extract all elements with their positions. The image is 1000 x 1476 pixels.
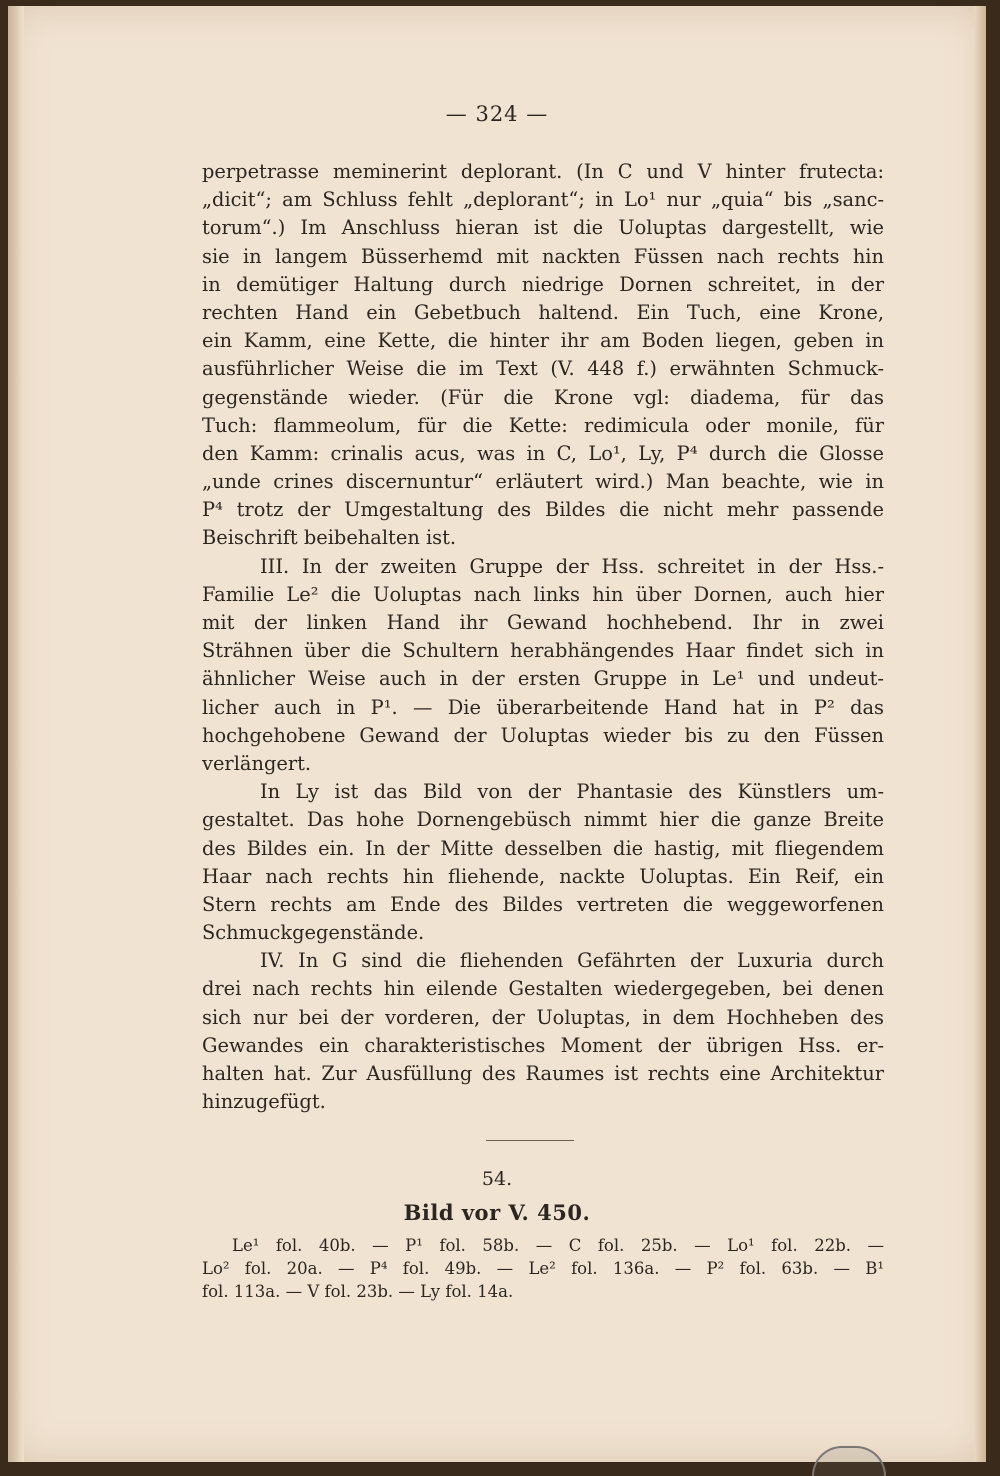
text-line: P⁴ trotz der Umgestaltung des Bildes die nicht mehr passende — [202, 498, 884, 522]
text-line: den Kamm: crinalis acus, was in C, Lo¹, Ly, P⁴ durch die Glosse — [202, 441, 884, 465]
text-line: In Ly ist das Bild von der Phantasie des Künstlers um- — [260, 780, 884, 804]
text-line: hochgehobene Gewand der Uoluptas wieder bis zu den Füssen — [202, 723, 884, 747]
text-line: sie in langem Büsserhemd mit nackten Füssen nach rechts hin — [202, 244, 884, 268]
text-line: IV. In G sind die fliehenden Gefährten der Luxuria durch — [260, 949, 884, 973]
text-line: drei nach rechts hin eilende Gestalten wiedergegeben, bei denen — [202, 977, 884, 1001]
text-line: torum“.) Im Anschluss hieran ist die Uoluptas dargestellt, wie — [202, 216, 884, 240]
folio-references — [202, 1234, 884, 1303]
text-line: in demütiger Haltung durch niedrige Dornen schreitet, in der — [202, 272, 884, 296]
text-line: sich nur bei der vorderen, der Uoluptas, in dem Hochheben des — [202, 1005, 884, 1029]
text-line: ausführlicher Weise die im Text (V. 448 f.) erwähnten Schmuck- — [202, 357, 884, 381]
text-line: „unde crines discernuntur“ erläutert wird.) Man beachte, wie in — [202, 470, 884, 494]
text-line: gestaltet. Das hohe Dornengebüsch nimmt hier die ganze Breite — [202, 808, 884, 832]
text-line: Stern rechts am Ende des Bildes vertreten die weggeworfenen — [202, 892, 884, 916]
text-line: ähnlicher Weise auch in der ersten Gruppe in Le¹ und undeut- — [202, 667, 884, 691]
page-gutter — [8, 6, 24, 1462]
text-line: Beischrift beibehalten ist. — [202, 526, 457, 550]
text-line: hinzugefügt. — [202, 1090, 326, 1114]
section-divider — [486, 1140, 574, 1141]
text-line: Familie Le² die Uoluptas nach links hin über Dornen, auch hier — [202, 582, 884, 606]
reference-line: Le¹ fol. 40b. — P¹ fol. 58b. — C fol. 25b. — Lo¹ fol. 22b. — — [232, 1236, 884, 1255]
paper-clip-shadow — [812, 1446, 886, 1476]
text-line: ein Kamm, eine Kette, die hinter ihr am Boden liegen, geben in — [202, 329, 884, 353]
text-line: rechten Hand ein Gebetbuch haltend. Ein Tuch, eine Krone, — [202, 300, 884, 324]
text-line: Tuch: flammeolum, für die Kette: redimicula oder monile, für — [202, 413, 884, 437]
text-line: perpetrasse meminerint deplorant. (In C und V hinter frutecta: — [202, 160, 884, 183]
text-line: mit der linken Hand ihr Gewand hochhebend. Ihr in zwei — [202, 611, 884, 634]
section-title: Bild vor V. 450. — [403, 1200, 591, 1225]
reference-line: fol. 113a. — V fol. 23b. — Ly fol. 14a. — [202, 1282, 514, 1301]
text-line: Schmuckgegenstände. — [202, 921, 425, 945]
book-page — [8, 6, 986, 1462]
section-number: 54. — [481, 1168, 513, 1190]
text-line: halten hat. Zur Ausfüllung des Raumes ist rechts eine Architektur — [202, 1062, 884, 1085]
text-line: licher auch in P¹. — Die überarbeitende Hand hat in P² das — [202, 695, 884, 719]
body-text — [202, 158, 884, 1116]
text-line: Strähnen über die Schultern herabhängendes Haar findet sich in — [202, 639, 884, 663]
text-line: des Bildes ein. In der Mitte desselben die hastig, mit fliegendem — [202, 836, 884, 860]
reference-line: Lo² fol. 20a. — P⁴ fol. 49b. — Le² fol. 136a. — P² fol. 63b. — B¹ — [202, 1259, 884, 1278]
text-line: Haar nach rechts hin fliehende, nackte Uoluptas. Ein Reif, ein — [202, 864, 884, 888]
text-line: III. In der zweiten Gruppe der Hss. schreitet in der Hss.- — [260, 554, 884, 578]
text-line: Gewandes ein charakteristisches Moment der übrigen Hss. er- — [202, 1033, 884, 1057]
page-number: — 324 — — [445, 102, 549, 126]
page-edge — [974, 6, 986, 1462]
text-line: gegenstände wieder. (Für die Krone vgl: diadema, für das — [202, 385, 884, 409]
text-line: verlängert. — [202, 751, 312, 775]
text-line: „dicit“; am Schluss fehlt „deplorant“; in Lo¹ nur „quia“ bis „sanc- — [202, 188, 884, 212]
